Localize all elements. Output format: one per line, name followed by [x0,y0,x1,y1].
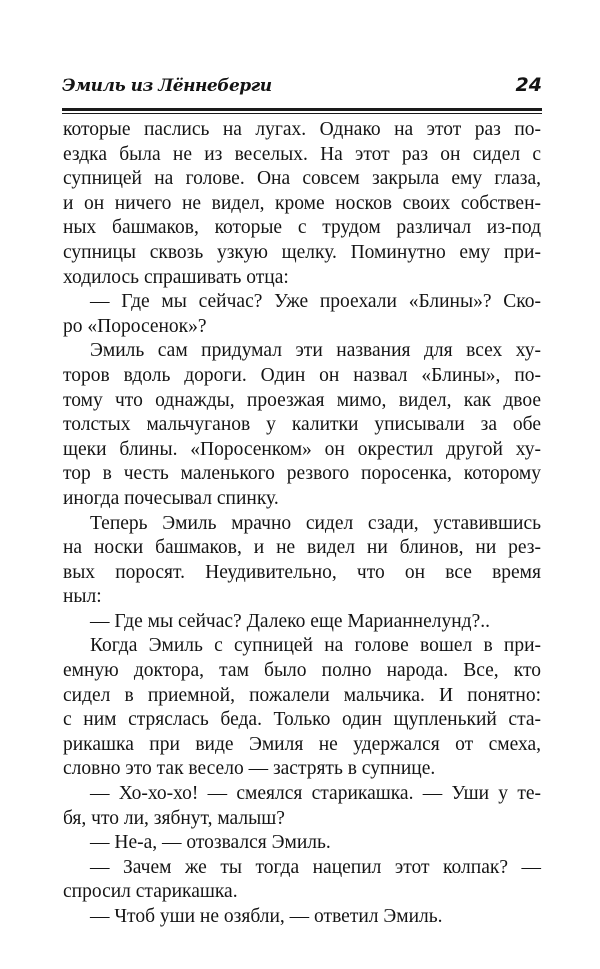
paragraph [63,118,541,290]
text-line: рикашка при виде Эмиля не удержался от смеха, [63,733,541,755]
text-line: спросил старикашка. [63,881,238,903]
text-line: емную доктора, там было полно народа. Все, кто [63,660,541,682]
body-text [63,118,541,930]
text-line: вых поросят. Неудивительно, что он все время [63,561,541,583]
paragraph [63,339,541,511]
text-line: супницы сквозь узкую щелку. Поминутно ему при- [63,241,541,263]
running-header [62,72,542,111]
text-line: ездка была не из веселых. На этот раз он сидел с [63,143,541,165]
running-title: Эмиль из Лённеберги [62,76,272,96]
text-line: ходилось спрашивать отца: [63,266,289,288]
text-line: иногда почесывал спинку. [63,487,279,509]
paragraph [63,905,541,930]
text-line: которые паслись на лугах. Однако на этот раз по- [63,119,541,140]
text-line: тому что однажды, проезжая мимо, видел, как двое [63,389,541,411]
paragraph [63,290,541,339]
text-line: Теперь Эмиль мрачно сидел сзади, уставившись [90,512,541,534]
text-line: на носки башмаков, и не видел ни блинов, ни рез- [63,537,541,559]
text-line: торов вдоль дороги. Один он назвал «Блины», по- [63,364,541,386]
text-line: словно это так весело — застрять в супнице. [63,758,436,780]
text-line: толстых мальчуганов у калитки уписывали за обе [63,414,541,436]
text-line: — Зачем же ты тогда нацепил этот колпак? — [90,856,541,878]
text-line: — Не-а, — отозвался Эмиль. [90,832,331,854]
text-line: Эмиль сам придумал эти названия для всех ху- [90,340,541,362]
paragraph [63,856,541,905]
paragraph [63,610,541,635]
paragraph [63,782,541,831]
text-line: ных башмаков, которые с трудом различал из-под [63,217,541,239]
text-line: — Где мы сейчас? Уже проехали «Блины»? Ско- [90,291,541,313]
text-line: тор в честь маленького резвого поросенка, которому [63,463,541,485]
page-number: 24 [515,74,542,96]
text-line: сидел в приемной, пожалели мальчика. И понятно: [63,684,541,706]
paragraph [63,634,541,782]
text-line: ро «Поросенок»? [63,315,207,337]
paragraph [63,831,541,856]
text-line: ныл: [63,586,102,608]
text-line: супницей на голове. Она совсем закрыла ему глаза, [63,168,541,190]
text-line: — Хо-хо-хо! — смеялся старикашка. — Уши у те- [90,783,541,805]
text-line: с ним стряслась беда. Только один щупленький ста- [63,709,541,731]
text-line: — Чтоб уши не озябли, — ответил Эмиль. [90,906,443,927]
paragraph [63,512,541,610]
text-line: Когда Эмиль с супницей на голове вошел в при- [90,635,541,657]
text-line: и он ничего не видел, кроме носков своих собствен- [63,192,541,214]
text-line: щеки блины. «Поросенком» он окрестил другой ху- [63,438,541,460]
text-line: — Где мы сейчас? Далеко еще Марианнелунд?.. [90,610,491,632]
text-line: бя, что ли, зябнут, малыш? [63,807,285,829]
